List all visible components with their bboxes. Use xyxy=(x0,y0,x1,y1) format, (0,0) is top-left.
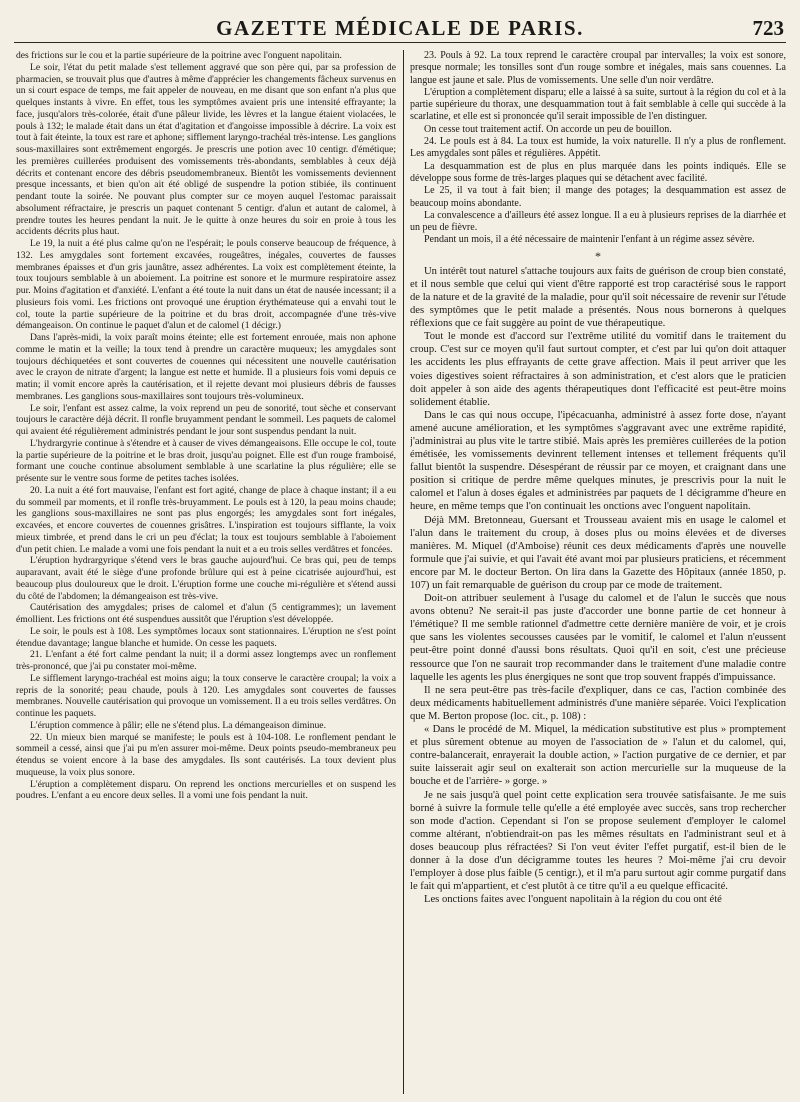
paragraph: 24. Le pouls est à 84. La toux est humide, la voix naturelle. Il n'y a plus de ronflement. Les amygdales sont pâles et régulières. Appétit. xyxy=(410,136,786,160)
paragraph: L'hydrargyrie continue à s'étendre et à causer de vives démangeaisons. Elle occupe le col, toute la partie supérieure de la poitrine et le bras droit, jusqu'au poignet. Elle est d'un rouge framboisé, formant une couche continue absolument semblable à une scarlatine la plus régulière; elle se présente sur le ventre sous forme de petites taches isolées. xyxy=(16,437,396,484)
paragraph: Le soir, l'état du petit malade s'est tellement aggravé que son père qui, par sa profession de pharmacien, se trouvait plus que d'autres à même d'apprécier les changements fâcheux survenus en un si court espace de temps, me fait appeler de nouveau, en me disant que son enfant n'a plus que quelques instants à vivre. En effet, tous les symptômes avaient pris une intensité effrayante; la face, jusqu'alors très-colorée, était d'une pâleur livide, les lèvres et la langue étaient violacées, le pouls à 132; le malade était dans un état d'agitation et d'angoisse impossible à décrire. La voix est tout à fait éteinte, la toux est rare et aphone; sifflement laryngo-trachéal très-intense. Les ganglions sous-maxillaires sont extrêmement engorgés. Je prescris une potion avec 10 centigr. d'émétique; les premières cuillerées produisent des vomissements très-abondants, semblables à ceux déjà décrits et contenant encore des débris pseudomembraneux. Bientôt les vomissements deviennent presque incessants, et bien qu'on ait été obligé de suspendre la potion stibiée, ils continuent pendant toute la soirée. Ne pouvant plus compter sur ce moyen auquel l'estomac paraissait absolument réfractaire, je prescris un paquet contenant 5 centigr. d'alun et autant de calomel, à prendre toutes les heures pendant la nuit. Je le quitte à onze heures du soir en proie à tous les accidents décrits plus haut. xyxy=(16,61,396,238)
paragraph: 20. La nuit a été fort mauvaise, l'enfant est fort agité, change de place à chaque instant; il a eu du sommeil par moments, et il ronfle très-bruyamment. Le pouls est à 120, la peau moins chaude; les ganglions sous-maxillaires ne sont pas plus engorgés; les amygdales sont fort inégales, excavées, et encore couvertes de couennes grisâtres. L'inspiration est toujours sifflante, la voix mieux timbrée, et prend dans le cri un peu d'éclat; la toux est toujours semblable à l'aboiement d'un petit chien. Le malade a vomi une fois pendant la nuit et a eu trois selles verdâtres et foncées. xyxy=(16,484,396,555)
paragraph: Le 19, la nuit a été plus calme qu'on ne l'espérait; le pouls conserve beaucoup de fréquence, à 132. Les amygdales sont fortement excavées, rougeâtres, inégales, couvertes de fausses membranes épaisses et d'un gris jaunâtre, assez adhérentes. La voix est complètement éteinte, la toux toujours semblable à un aboiement. La poitrine est sonore et le murmure respiratoire assez pur. Moins d'agitation et d'anxiété. L'enfant a été toute la nuit dans un état de nausée incessant; il a plusieurs fois vomi. Les frictions ont provoqué une éruption érythémateuse qui a envahi tout le col, toute la partie supérieure de la poitrine et du bras droit, accompagnée d'une très-vive démangeaison. On continue le paquet d'alun et de calomel (1 décigr.) xyxy=(16,238,396,332)
paragraph: Déjà MM. Bretonneau, Guersant et Trousseau avaient mis en usage le calomel et l'alun dans le traitement du croup, à doses plus ou moins élevées et de diverses manières. M. Miquel (d'Amboise) réunit ces deux médicaments d'après une nouvelle formule que j'ai suivie, et qui l'avait été avant moi par plusieurs praticiens, et récemment encore par M. le docteur Berton. On lira dans la Gazette des Hôpitaux (année 1850, p. 107) un fait remarquable de guérison du croup par ce mode de traitement. xyxy=(410,514,786,591)
paragraph: Je ne sais jusqu'à quel point cette explication sera trouvée satisfaisante. Je me suis borné à suivre la formule telle qu'elle a été employée avec succès, sans trop rechercher son mode d'action. Cependant si l'on se propose seulement d'employer le calomel comme altérant, n'obtiendrait-on pas les mêmes résultats en l'administrant seul et à doses beaucoup plus réfractées? Si l'on veut éviter l'effet purgatif, est-il bien de le donner à la dose d'un décigramme toutes les heures ? Moi-même j'ai cru devoir l'employer à dose plus faible (5 centigr.), et il m'a paru surtout agir comme purgatif dans le fait qui m'appartient, et c'est plutôt à ce titre qu'il a eu quelque efficacité. xyxy=(410,789,786,893)
paragraph: L'éruption hydrargyrique s'étend vers le bras gauche aujourd'hui. Ce bras qui, peu de temps auparavant, avait été le siège d'une profonde brûlure qui est à peine cicatrisée aujourd'hui, est beaucoup plus douloureux que le droit. L'éruption forme une couche mi-régulière et s'étend aussi du côté de l'abdomen; la démangeaison est très-vive. xyxy=(16,555,396,602)
paragraph: Le sifflement laryngo-trachéal est moins aigu; la toux conserve le caractère croupal; la voix a repris de la sonorité; peau chaude, pouls à 120. Les amygdales sont couvertes de fausses membranes. Nouvelle cautérisation qui provoque un vomissement. Il a eu trois selles verdâtres. On continue les paquets. xyxy=(16,672,396,719)
paragraph: Pendant un mois, il a été nécessaire de maintenir l'enfant à un régime assez sévère. xyxy=(424,234,755,246)
paragraph: Le soir, le pouls est à 108. Les symptômes locaux sont stationnaires. L'éruption ne s'est point étendue davantage; langue blanche et humide. On cesse les paquets. xyxy=(16,625,396,649)
right-column xyxy=(410,50,786,1094)
paragraph: des frictions sur le cou et la partie supérieure de la poitrine avec l'onguent napolitain. xyxy=(16,50,342,61)
paragraph: Un intérêt tout naturel s'attache toujours aux faits de guérison de croup bien constaté, et il nous semble que celui qui vient d'être rapporté est trop caractérisé sous le rapport de la nature et de la gravité de la maladie, pour qu'il soit nécessaire de revenir sur l'étude des symptômes que le petit malade a présentés. Nous nous bornerons à quelques réflexions que ce fait suggère au point de vue thérapeutique. xyxy=(410,265,786,330)
commentary-section xyxy=(410,265,786,907)
paragraph: La desquammation est de plus en plus marquée dans les points indiqués. Elle se développe sous forme de très-larges plaques qui se détachent avec facilité. xyxy=(410,160,786,184)
section-separator: * xyxy=(595,248,601,263)
running-header xyxy=(14,14,786,43)
paragraph: Dans le cas qui nous occupe, l'ipécacuanha, administré à assez forte dose, n'ayant amené aucune amélioration, et les symptômes s'aggravant avec une extrême rapidité, j'administrai au plus vite le tartre stibié. Mais après les premières cuillerées de la potion émétisée, les vomissements devinrent tellement intenses et tellement fréquents qu'il fallut bientôt la suspendre. Désespérant de réussir par ce moyen, et craignant dans une position si critique de perdre même quelques minutes, je prescrivis pour la nuit le calomel et l'alun à doses égales et administrées par paquets de 1 décigramme d'heure en heure, en même temps que l'on continuait les onctions avec l'onguent napolitain. xyxy=(410,409,786,513)
paragraph: 22. Un mieux bien marqué se manifeste; le pouls est à 104-108. Le ronflement pendant le sommeil a cessé, ainsi que j'ai pu m'en assurer moi-même. Deux points pseudo-membraneux peu étendus se voient encore à la base des amygdales. Ils sont cautérisés. La toux devient plus muqueuse, la voix plus sonore. xyxy=(16,731,396,778)
paragraph: Cautérisation des amygdales; prises de calomel et d'alun (5 centigrammes); un lavement émollient. Les frictions ont été suspendues aussitôt que l'éruption s'est développée. xyxy=(16,602,396,625)
paragraph: On cesse tout traitement actif. On accorde un peu de bouillon. xyxy=(424,123,672,135)
paragraph: Les onctions faites avec l'onguent napolitain à la région du cou ont été xyxy=(424,894,722,906)
journal-title: GAZETTE MÉDICALE DE PARIS. xyxy=(216,16,584,40)
paragraph: La convalescence a d'ailleurs été assez longue. Il a eu à plusieurs reprises de la diarrhée et un peu de fièvre. xyxy=(410,209,786,234)
column-divider xyxy=(403,50,404,1094)
paragraph: Il ne sera peut-être pas très-facile d'expliquer, dans ce cas, l'action combinée des deux médicaments habituellement administrés d'une manière séparée. Voici l'explication que M. Berton propose (loc. cit., p. 108) : xyxy=(410,684,786,722)
paragraph: L'éruption a complètement disparu. On reprend les onctions mercurielles et on suspend les poudres. L'enfant a eu encore deux selles. Il a vomi une fois pendant la nuit. xyxy=(16,778,396,802)
quotation: « Dans le procédé de M. Miquel, la médication substitutive est plus » promptement et plus sûrement obtenue au moyen de l'association de » l'alun et du calomel, qui, contre-balancerait, enrayerait la double action, » l'action purgative de ce dernier, et par suite laisserait agir seul on exalterait son action mercurielle sur la muqueuse de la bouche et de l'arrière- » gorge. » xyxy=(410,724,786,788)
paragraph: Dans l'après-midi, la voix paraît moins éteinte; elle est fortement enrouée, mais non aphone comme le matin et la veille; la toux tend à prendre un caractère muqueux; les amygdales sont toujours déchiquetées et sont couvertes de couennes qui nécessitent une nouvelle cautérisation avec le crayon de nitrate d'argent; la langue est nette et humide. Il a plusieurs fois vomi depuis ce matin; il vomit encore après la cautérisation, et il rejette devant moi plusieurs débris de fausses membranes. Les ganglions sous-maxillaires sont toujours très-volumineux. xyxy=(16,332,396,402)
page-number: 723 xyxy=(752,16,784,40)
paragraph: Tout le monde est d'accord sur l'extrême utilité du vomitif dans le traitement du croup. C'est sur ce moyen qu'il faut surtout compter, et c'est par lui qu'on doit attaquer les accidents les plus effrayants de cette grave affection. Mais il peut arriver que les voies digestives soient réfractaires à son administration, et c'est alors que le praticien doit appeler à son aide des agents thérapeutiques dont l'efficacité est peut-être moins solidement établie. xyxy=(410,331,786,408)
paragraph: Doit-on attribuer seulement à l'usage du calomel et de l'alun le succès que nous avons obtenu? Ne serait-il pas juste d'accorder une bonne partie de cet honneur à l'émétique? Il me semble rationnel d'admettre cette dernière manière de voir, et je crois que sans les violentes secousses causées par le vomitif, le calomel et l'alun n'eussent peut-être point donné d'aussi bons résultats. Quoi qu'il en soit, c'est une précieuse ressource que l'on ne saurait trop recommander dans le traitement d'une maladie contre laquelle les agents les plus énergiques ne sont que trop souvent frappés d'impuissance. xyxy=(410,593,786,683)
paragraph: L'éruption a complètement disparu; elle a laissé à sa suite, surtout à la région du col et à la partie supérieure du thorax, une desquammation tout à fait semblable à celle qui succède à la scarlatine, et elle est si prononcée qu'il serait impossible de l'en distinguer. xyxy=(410,86,786,123)
paragraph: Le soir, l'enfant est assez calme, la voix reprend un peu de sonorité, tout sèche et conservant toujours le caractère déjà décrit. Il ronfle bruyamment pendant le sommeil. Les paquets de calomel qui avaient été régulièrement administrés pendant le jour sont suspendus pendant la nuit. xyxy=(16,402,396,437)
left-column xyxy=(16,50,396,1094)
paragraph: L'éruption commence à pâlir; elle ne s'étend plus. La démangeaison diminue. xyxy=(30,719,326,731)
paragraph: Le 25, il va tout à fait bien; il mange des potages; la desquammation est assez de beaucoup moins abondante. xyxy=(410,185,786,209)
paragraph: 23. Pouls à 92. La toux reprend le caractère croupal par intervalles; la voix est sonore, presque normale; les tonsilles sont d'un rouge sombre et inégales, mais sans couennes. La langue est jaune et sale. Plus de vomissements. Une selle d'un noir verdâtre. xyxy=(410,50,786,86)
quotation-block xyxy=(410,723,786,788)
paragraph: 21. L'enfant a été fort calme pendant la nuit; il a dormi assez longtemps avec un ronflement très-prononcé, que j'ai pu constater moi-même. xyxy=(16,649,396,672)
